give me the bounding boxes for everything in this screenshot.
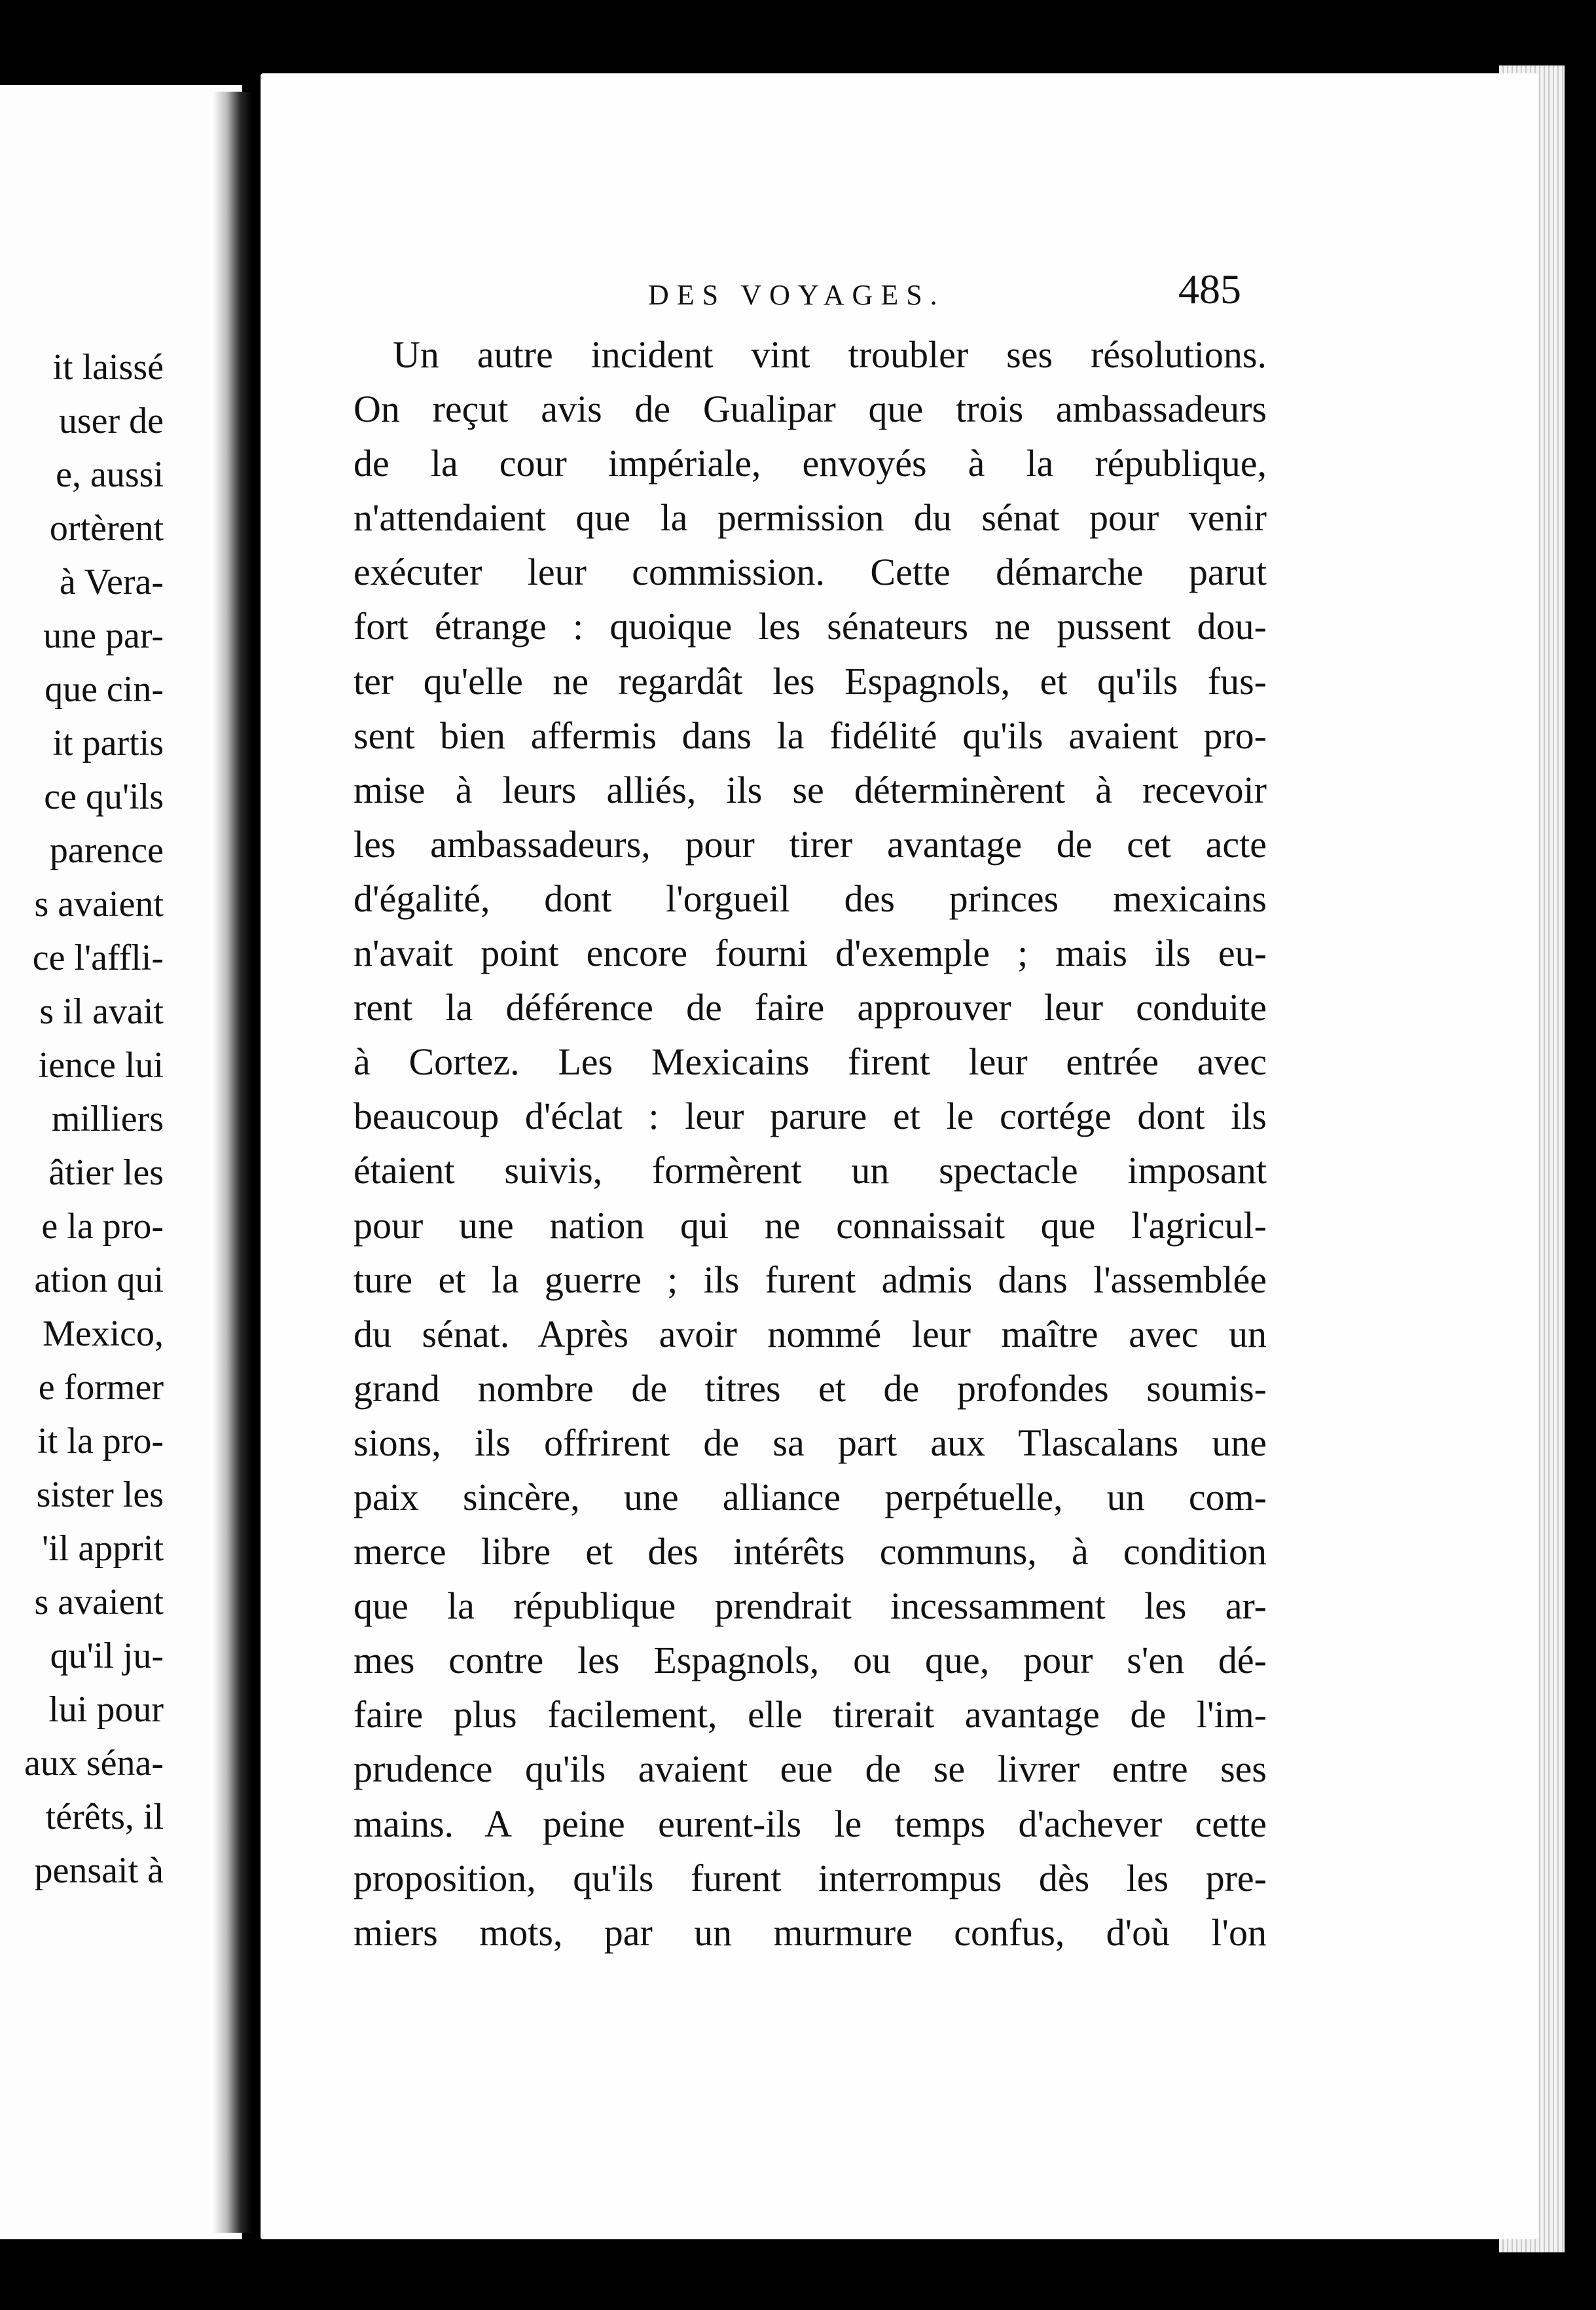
text-line: rent la déférence de faire approuver leur conduite [354,986,1267,1029]
text-line: beaucoup d'éclat : leur parure et le cortége dont ils [354,1095,1267,1138]
left-page-line: it laissé [52,347,164,388]
left-page-line: e former [38,1367,164,1408]
running-head: DES VOYAGES. [648,279,945,311]
body-text [354,327,1267,1960]
book-gutter [213,92,252,2233]
left-page-text [0,340,164,1898]
left-page-line: e la pro- [41,1206,164,1247]
text-line: d'égalité, dont l'orgueil des princes mexicains [354,877,1267,920]
left-page-line: qu'il ju- [50,1636,164,1676]
left-page-line: 'il apprit [42,1528,164,1569]
left-page-line: parence [49,830,164,871]
text-line: fort étrange : quoique les sénateurs ne pussent dou- [354,605,1267,648]
left-page-line: s avaient [34,884,164,925]
left-page-line: it la pro- [37,1421,164,1461]
left-page-line: ce qu'ils [44,777,164,817]
left-page-line: à Vera- [59,562,164,602]
left-page-line: milliers [51,1099,164,1139]
left-page-line: ce l'affli- [32,938,164,978]
left-page-line: pensait à [34,1850,164,1891]
text-line: proposition, qu'ils furent interrompus dès les pre- [354,1856,1267,1899]
text-line: de la cour impériale, envoyés à la république, [354,442,1267,485]
left-page-line: lui pour [48,1689,164,1730]
left-page-line: âtier les [48,1152,164,1193]
left-facing-page [0,85,242,2239]
text-line: merce libre et des intérêts communs, à condition [354,1530,1267,1573]
text-line: paix sincère, une alliance perpétuelle, un com- [354,1475,1267,1518]
left-page-line: térêts, il [45,1797,164,1837]
text-line: ter qu'elle ne regardât les Espagnols, et qu'ils fus- [354,659,1267,703]
text-line: les ambassadeurs, pour tirer avantage de cet acte [354,822,1267,866]
left-page-line: e, aussi [56,454,164,495]
text-line: mains. A peine eurent-ils le temps d'achever cette [354,1802,1267,1845]
left-page-line: ience lui [38,1045,164,1086]
text-line: sent bien affermis dans la fidélité qu'ils avaient pro- [354,714,1267,757]
left-page-line: s il avait [39,991,164,1032]
text-line: pour une nation qui ne connaissait que l'agricul- [354,1203,1267,1247]
left-page-line: ation qui [34,1260,164,1300]
left-page-line: s avaient [34,1582,164,1622]
left-page-line: ortèrent [49,508,164,549]
text-line: ture et la guerre ; ils furent admis dans l'assemblée [354,1258,1267,1301]
left-page-line: une par- [43,615,164,656]
text-line: n'avait point encore fourni d'exemple ; mais ils eu- [354,932,1267,975]
text-line: faire plus facilement, elle tirerait avantage de l'im- [354,1693,1267,1736]
text-line: du sénat. Après avoir nommé leur maître avec un [354,1312,1267,1355]
text-line: à Cortez. Les Mexicains firent leur entrée avec [354,1040,1267,1084]
text-line: Un autre incident vint troubler ses résolutions. [393,333,1267,376]
left-page-line: user de [58,401,164,441]
left-page-line: que cin- [45,669,164,710]
text-line: exécuter leur commission. Cette démarche parut [354,551,1267,594]
text-line: miers mots, par un murmure confus, d'où l'on [354,1911,1267,1954]
text-line: sions, ils offrirent de sa part aux Tlascalans une [354,1421,1267,1464]
left-page-line: sister les [36,1475,164,1515]
left-page-line: aux séna- [24,1743,164,1784]
page-number: 485 [1178,266,1241,312]
text-line: mes contre les Espagnols, ou que, pour s'en dé- [354,1639,1267,1682]
text-line: prudence qu'ils avaient eue de se livrer entre ses [354,1748,1267,1791]
text-line: grand nombre de titres et de profondes soumis- [354,1366,1267,1410]
text-line: n'attendaient que la permission du sénat pour venir [354,496,1267,540]
text-line: que la république prendrait incessamment les ar- [354,1585,1267,1628]
text-line: étaient suivis, formèrent un spectacle imposant [354,1149,1267,1192]
left-page-line: it partis [52,723,164,763]
text-line: mise à leurs alliés, ils se déterminèrent à recevoir [354,768,1267,811]
text-line: On reçut avis de Gualipar que trois ambassadeurs [354,388,1267,431]
left-page-line: Mexico, [42,1313,164,1354]
